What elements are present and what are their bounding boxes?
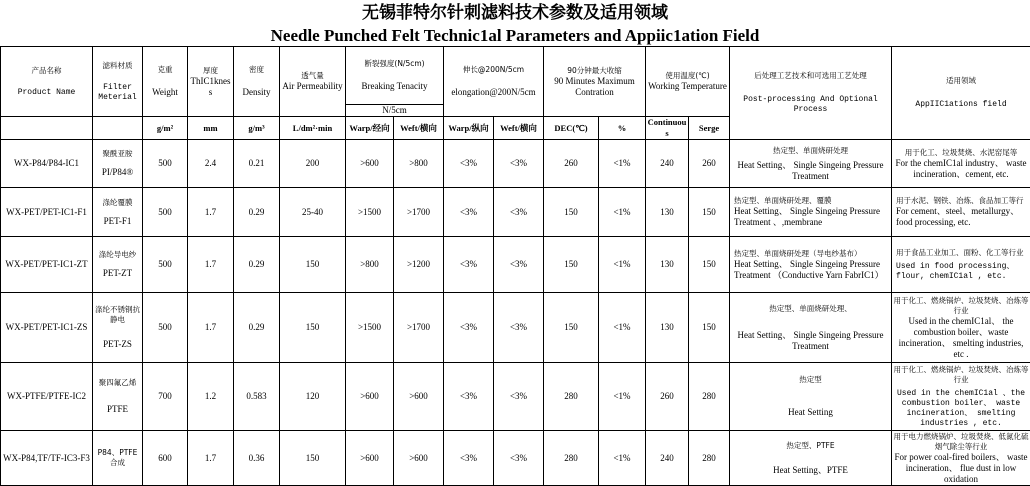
cell-continuous: 130	[646, 188, 689, 237]
cell-filter: 涤纶不锈钢抗静电 PET-ZS	[93, 293, 143, 363]
table-row	[1, 188, 1030, 237]
unit-air: L/dm²·min	[280, 117, 346, 140]
header-row	[1, 47, 1030, 105]
cell-post: 热定型、单面烧研处理、覆膜 Heat Setting、 Single Singeing Pressure Treatment 、,membrane	[730, 188, 892, 237]
cell-application: 用于化工、燃烧锅炉、垃圾焚烧、冶炼等行业 Used in the chemIC1al 、the combustion boiler、 waste incineration、 smelting industries , etc.	[892, 363, 1030, 431]
unit-warp-break: Warp/经向	[346, 117, 394, 140]
cell-weight: 500	[143, 188, 188, 237]
cell-pct: <1%	[599, 363, 646, 431]
table-row	[1, 363, 1030, 431]
cell-air: 150	[280, 431, 346, 486]
cell-weft-elong: <3%	[494, 140, 544, 188]
unit-thickness: mm	[188, 117, 234, 140]
cell-dec: 150	[544, 293, 599, 363]
cell-weft-break: >600	[394, 363, 444, 431]
cell-filter: 聚四氟乙烯 PTFE	[93, 363, 143, 431]
cell-filter: 涤纶导电纱 PET-ZT	[93, 237, 143, 293]
cell-weft-break: >1700	[394, 188, 444, 237]
cell-warp-break: >600	[346, 431, 394, 486]
cell-warp-elong: <3%	[444, 140, 494, 188]
cell-serge: 150	[689, 293, 730, 363]
cell-weft-elong: <3%	[494, 237, 544, 293]
cell-warp-elong: <3%	[444, 363, 494, 431]
cell-density: 0.583	[234, 363, 280, 431]
cell-filter: P84、PTFE合成	[93, 431, 143, 486]
cell-application: 用于化工、垃圾焚烧、水泥窑尾等 For the chemIC1al industry、 waste incineration、cement, etc.	[892, 140, 1030, 188]
page-title-chinese: 无锡菲特尔针刺滤料技术参数及适用领域	[0, 2, 1030, 24]
cell-pct: <1%	[599, 188, 646, 237]
cell-application: 用于水泥、钢铁、冶炼、食品加工等行 For cement、steel、metallurgy、 food processing, etc.	[892, 188, 1030, 237]
cell-serge: 280	[689, 363, 730, 431]
table-row	[1, 237, 1030, 293]
cell-post: 热定型、单面烧研处理（导电纱基布） Heat Setting、 Single Singeing Pressure Treatment （Conductive Yarn FabrIC1）	[730, 237, 892, 293]
cell-air: 200	[280, 140, 346, 188]
cell-density: 0.29	[234, 293, 280, 363]
cell-thickness: 1.7	[188, 293, 234, 363]
header-application: 适用领域 AppIIC1ations field	[892, 47, 1030, 140]
cell-pct: <1%	[599, 140, 646, 188]
cell-air: 150	[280, 293, 346, 363]
cell-dec: 280	[544, 431, 599, 486]
cell-post: 热定型、单面烧研处理 Heat Setting、 Single Singeing Pressure Treatment	[730, 140, 892, 188]
cell-pct: <1%	[599, 431, 646, 486]
cell-continuous: 130	[646, 293, 689, 363]
cell-warp-elong: <3%	[444, 188, 494, 237]
cell-air: 120	[280, 363, 346, 431]
cell-serge: 150	[689, 237, 730, 293]
header-post-processing: 后处理工艺技术和可选用工艺处理 Post-processing And Optional Process	[730, 47, 892, 140]
cell-weft-elong: <3%	[494, 188, 544, 237]
unit-blank-product	[1, 117, 93, 140]
cell-continuous: 240	[646, 431, 689, 486]
cell-pct: <1%	[599, 237, 646, 293]
unit-serge: Serge	[689, 117, 730, 140]
unit-dec: DEC(℃)	[544, 117, 599, 140]
cell-product: WX-P84,TF/TF-IC3-F3	[1, 431, 93, 486]
cell-weight: 600	[143, 431, 188, 486]
unit-pct: %	[599, 117, 646, 140]
cell-continuous: 260	[646, 363, 689, 431]
cell-product: WX-PET/PET-IC1-ZS	[1, 293, 93, 363]
header-filter: 滤料材质 Filter Meterial	[93, 47, 143, 117]
cell-post: 热定型、PTFE Heat Setting、PTFE	[730, 431, 892, 486]
header-contraction: 90分钟最大收缩 90 Minutes Maximum Contration	[544, 47, 646, 117]
cell-weft-break: >600	[394, 431, 444, 486]
cell-application: 用于化工、燃烧锅炉、垃圾焚烧、冶炼等行业 Used in the chemIC1al、 the combustion boiler、waste incineration、 smelting industries, etc .	[892, 293, 1030, 363]
unit-weft-elong: Weft/横向	[494, 117, 544, 140]
unit-warp-elong: Warp/纵向	[444, 117, 494, 140]
cell-density: 0.21	[234, 140, 280, 188]
cell-product: WX-PET/PET-IC1-F1	[1, 188, 93, 237]
cell-weight: 500	[143, 237, 188, 293]
header-breaking: 断裂强度(N/5cm) Breaking Tenacity	[346, 47, 444, 105]
cell-thickness: 1.2	[188, 363, 234, 431]
table-row	[1, 431, 1030, 486]
cell-weight: 700	[143, 363, 188, 431]
table-row	[1, 140, 1030, 188]
cell-density: 0.29	[234, 237, 280, 293]
cell-continuous: 130	[646, 237, 689, 293]
cell-dec: 150	[544, 188, 599, 237]
cell-product: WX-P84/P84-IC1	[1, 140, 93, 188]
unit-weft-break: Weft/横向	[394, 117, 444, 140]
cell-application: 用于电力燃烧锅炉、垃圾焚烧、低氮化硫烟气除尘等行业 For power coal-fired boilers、 waste incineration、 flue dust in low oxidation	[892, 431, 1030, 486]
header-density: 密度 Density	[234, 47, 280, 117]
header-temperature: 使用温度(℃) Working Temperature	[646, 47, 730, 117]
unit-weight: g/m²	[143, 117, 188, 140]
header-air-permeability: 透气量 Air Permeability	[280, 47, 346, 117]
cell-warp-break: >600	[346, 140, 394, 188]
cell-warp-elong: <3%	[444, 431, 494, 486]
cell-dec: 150	[544, 237, 599, 293]
cell-application: 用于食品工业加工、面粉、化工等行业 Used in food processing、 flour, chemIC1al , etc.	[892, 237, 1030, 293]
cell-product: WX-PET/PET-IC1-ZT	[1, 237, 93, 293]
cell-warp-elong: <3%	[444, 237, 494, 293]
unit-density: g/m³	[234, 117, 280, 140]
cell-thickness: 1.7	[188, 431, 234, 486]
page-title-english: Needle Punched Felt Technic1al Parameters and Appiic1ation Field	[0, 26, 1030, 46]
unit-blank-filter	[93, 117, 143, 140]
cell-serge: 280	[689, 431, 730, 486]
cell-air: 150	[280, 237, 346, 293]
cell-post: 热定型 Heat Setting	[730, 363, 892, 431]
cell-dec: 260	[544, 140, 599, 188]
cell-warp-break: >1500	[346, 293, 394, 363]
header-breaking-unit: N/5cm	[346, 105, 444, 117]
cell-density: 0.29	[234, 188, 280, 237]
cell-filter: 涤纶覆膜 PET-F1	[93, 188, 143, 237]
cell-weight: 500	[143, 293, 188, 363]
header-weight: 克重 Weight	[143, 47, 188, 117]
cell-thickness: 1.7	[188, 188, 234, 237]
cell-warp-break: >800	[346, 237, 394, 293]
cell-warp-elong: <3%	[444, 293, 494, 363]
table-row	[1, 293, 1030, 363]
cell-weft-elong: <3%	[494, 293, 544, 363]
cell-warp-break: >1500	[346, 188, 394, 237]
cell-filter: 聚酰亚胺 PI/P84®	[93, 140, 143, 188]
spec-table	[0, 46, 1030, 486]
cell-air: 25-40	[280, 188, 346, 237]
header-elongation: 伸长@200N/5cm elongation@200N/5cm	[444, 47, 544, 117]
cell-weight: 500	[143, 140, 188, 188]
cell-thickness: 2.4	[188, 140, 234, 188]
cell-serge: 150	[689, 188, 730, 237]
cell-warp-break: >600	[346, 363, 394, 431]
cell-weft-elong: <3%	[494, 363, 544, 431]
cell-dec: 280	[544, 363, 599, 431]
unit-continuous: Continuou s	[646, 117, 689, 140]
cell-thickness: 1.7	[188, 237, 234, 293]
cell-product: WX-PTFE/PTFE-IC2	[1, 363, 93, 431]
cell-weft-break: >800	[394, 140, 444, 188]
cell-weft-break: >1700	[394, 293, 444, 363]
cell-density: 0.36	[234, 431, 280, 486]
cell-serge: 260	[689, 140, 730, 188]
cell-weft-break: >1200	[394, 237, 444, 293]
cell-weft-elong: <3%	[494, 431, 544, 486]
cell-continuous: 240	[646, 140, 689, 188]
cell-post: 热定型、单面烧研处理、 Heat Setting、 Single Singeing Pressure Treatment	[730, 293, 892, 363]
cell-pct: <1%	[599, 293, 646, 363]
header-thickness: 厚度 ThIC1knes s	[188, 47, 234, 117]
header-product: 产品名称 Product Name	[1, 47, 93, 117]
